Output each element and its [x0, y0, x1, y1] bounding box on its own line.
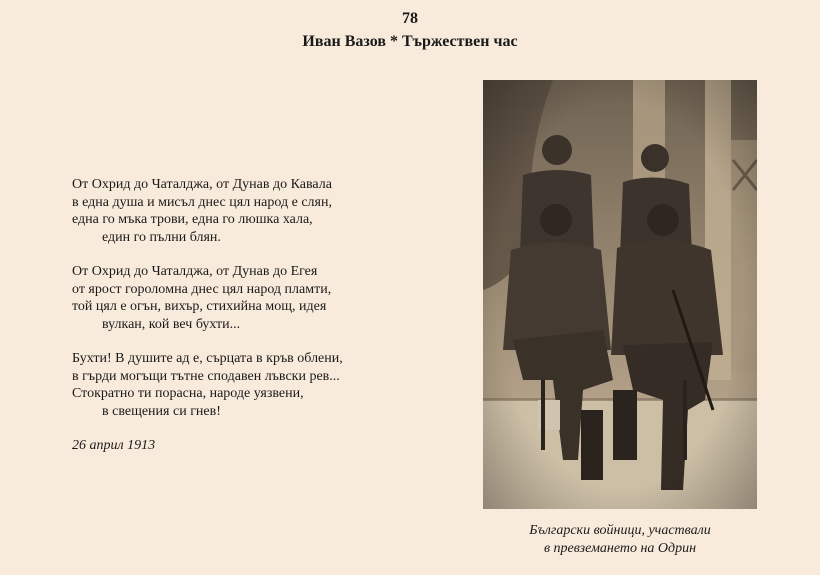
poem-line: вулкан, кой веч бухти...: [102, 316, 241, 332]
soldiers-photo: [483, 80, 757, 509]
stanza-3: [72, 350, 432, 420]
poem-date: 26 април 1913: [72, 438, 156, 453]
poem-line: един го пълни блян.: [102, 229, 221, 245]
photo-illustration: [483, 80, 757, 509]
poem-line: в гърди могъщи тътне сподавен лъвски рев...: [72, 368, 340, 384]
poem-line: Стократно ти порасна, народе уязвени,: [72, 386, 304, 401]
page-number: 78: [402, 10, 418, 27]
poem: [72, 176, 432, 455]
poem-line: в свещения си гнев!: [102, 403, 221, 419]
photo-caption: [483, 522, 757, 558]
poem-line: От Охрид до Чаталджа, от Дунав до Кавала: [72, 177, 332, 192]
poem-line: Бухти! В душите ад е, сърцата в кръв облени,: [72, 351, 343, 366]
poem-line: от ярост горолoмна днес цял народ пламти,: [72, 281, 332, 297]
caption-line-2: в превземането на Одрин: [543, 541, 697, 556]
poem-line: една го мъка трови, една го люшка хала,: [72, 212, 313, 227]
stanza-2: [72, 263, 432, 333]
poem-line: той цял е огън, вихър, стихийна мощ, идея: [72, 299, 327, 314]
stanza-1: [72, 176, 432, 246]
poem-line: От Охрид до Чаталджа, от Дунав до Егея: [72, 264, 318, 279]
caption-line-1: Български войници, участвали: [529, 523, 711, 538]
poem-line: в една душа и мисъл днес цял народ е слян,: [72, 194, 332, 210]
page-title: Иван Вазов * Тържествен час: [302, 33, 518, 50]
